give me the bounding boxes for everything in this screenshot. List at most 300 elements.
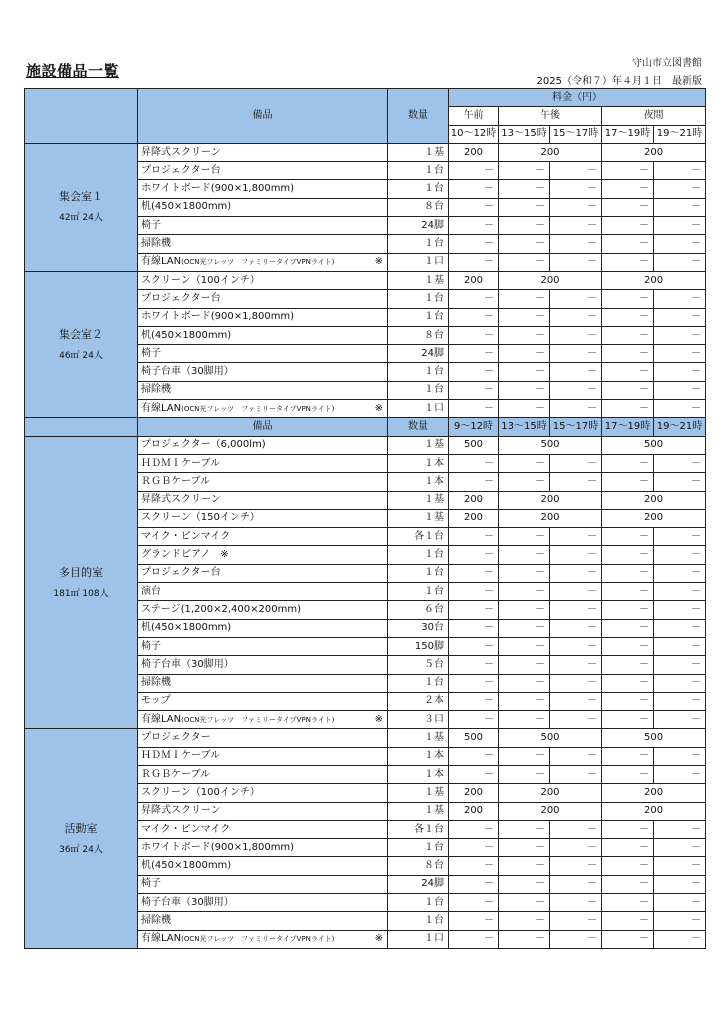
fee-cell: － [550,930,602,948]
room-cell [25,271,138,417]
fee-cell: － [654,711,706,729]
fee-cell: － [499,308,550,326]
fee-cell: － [449,857,499,875]
item-name [138,436,388,454]
fee-cell: － [654,674,706,692]
item-quantity: １台 [388,180,449,198]
item-name [138,765,388,783]
item-label: 昇降式スクリーン [141,494,221,506]
fee-cell: － [499,601,550,619]
item-name [138,381,388,399]
fee-cell: － [602,930,654,948]
room-cell [25,436,138,729]
fee-cell: － [654,180,706,198]
item-quantity: １台 [388,894,449,912]
fee-cell: － [602,345,654,363]
fee-cell: － [602,546,654,564]
fee-cell: － [499,857,550,875]
fee-cell: － [550,528,602,546]
fee-cell: － [550,454,602,472]
item-label: プロジェクター台 [141,164,221,176]
fee-cell: － [550,363,602,381]
fee-cell: － [449,180,499,198]
subheader-time-slot: 15～17時 [550,418,602,436]
item-quantity: １台 [388,912,449,930]
subheader-equipment: 備品 [138,418,388,436]
fee-cell: － [654,656,706,674]
item-quantity: １台 [388,381,449,399]
fee-cell: － [602,381,654,399]
item-label: 机(450×1800mm) [141,201,232,213]
item-name [138,217,388,235]
page-title: 施設備品一覧 [26,62,120,80]
item-label-detail: (OCN光フレッツ ファミリータイプVPNライト) [181,715,335,724]
header-time-slot: 10～12時 [449,125,499,143]
item-label: 椅子 [141,640,161,652]
fee-cell: － [550,637,602,655]
fee-cell: － [654,747,706,765]
item-label: 机(450×1800mm) [141,329,232,341]
fee-cell: － [449,308,499,326]
fee-evening: 200 [602,509,706,527]
fee-cell: － [550,162,602,180]
fee-cell: － [499,564,550,582]
item-quantity: ８台 [388,326,449,344]
fee-cell: － [654,217,706,235]
item-quantity: １基 [388,729,449,747]
item-quantity: ３口 [388,711,449,729]
subheader-blank [25,418,138,436]
item-label: 昇降式スクリーン [141,805,221,817]
item-name [138,400,388,418]
fee-cell: － [602,400,654,418]
item-quantity: １本 [388,473,449,491]
fee-cell: － [449,162,499,180]
fee-cell: － [654,839,706,857]
item-name [138,509,388,527]
fee-cell: － [499,692,550,710]
item-name [138,546,388,564]
fee-cell: － [499,345,550,363]
fee-cell: － [499,894,550,912]
fee-cell: － [550,583,602,601]
item-name [138,747,388,765]
fee-cell: － [449,930,499,948]
item-quantity: １基 [388,784,449,802]
item-name [138,253,388,271]
fee-afternoon: 500 [499,436,602,454]
fee-cell: － [449,674,499,692]
fee-cell: － [654,820,706,838]
fee-cell: － [449,747,499,765]
item-name [138,162,388,180]
fee-cell: － [449,198,499,216]
fee-cell: － [550,564,602,582]
room-name: 活動室 [64,821,98,835]
fee-cell: － [654,619,706,637]
item-label: 有線LAN [141,402,182,414]
fee-morning: 200 [449,271,499,289]
fee-cell: － [499,619,550,637]
item-label: 掃除機 [141,238,171,250]
fee-cell: － [550,345,602,363]
fee-cell: － [550,198,602,216]
note-mark: ※ [374,713,383,725]
item-name [138,674,388,692]
item-label: ＨＤＭＩケーブル [141,750,221,762]
fee-cell: － [654,875,706,893]
item-name [138,839,388,857]
fee-cell: － [499,674,550,692]
fee-cell: － [654,345,706,363]
fee-cell: － [449,528,499,546]
fee-cell: － [602,326,654,344]
fee-cell: － [499,400,550,418]
room-name: 集会室２ [59,327,103,341]
fee-cell: － [499,363,550,381]
item-quantity: １台 [388,674,449,692]
item-quantity: ２本 [388,692,449,710]
item-name [138,528,388,546]
item-label-detail: (OCN光フレッツ ファミリータイプVPNライト) [181,258,335,267]
fee-morning: 200 [449,491,499,509]
fee-cell: － [449,839,499,857]
fee-cell: － [550,619,602,637]
item-name [138,802,388,820]
note-mark: ※ [374,933,383,945]
item-quantity: １台 [388,308,449,326]
fee-cell: － [602,711,654,729]
item-quantity: １台 [388,564,449,582]
fee-morning: 200 [449,784,499,802]
item-name [138,235,388,253]
item-quantity: 各１台 [388,820,449,838]
subheader-time-slot: 19～21時 [654,418,706,436]
item-label: 椅子 [141,347,161,359]
header-quantity: 数量 [388,89,449,144]
fee-cell: － [499,198,550,216]
fee-cell: － [449,217,499,235]
item-quantity: 24脚 [388,875,449,893]
fee-cell: － [654,583,706,601]
room-cell [25,143,138,271]
item-label: スクリーン（100インチ） [141,274,260,286]
publisher-name: 守山市立図書館 [632,58,702,69]
fee-cell: － [602,162,654,180]
item-name [138,784,388,802]
item-name [138,491,388,509]
item-quantity: 24脚 [388,345,449,363]
fee-cell: － [550,381,602,399]
subheader-row [25,418,706,436]
fee-afternoon: 200 [499,784,602,802]
fee-cell: － [654,930,706,948]
fee-cell: － [499,875,550,893]
item-name [138,601,388,619]
fee-evening: 500 [602,729,706,747]
fee-cell: － [654,326,706,344]
item-name [138,180,388,198]
item-label: ＨＤＭＩケーブル [141,457,221,469]
fee-morning: 200 [449,509,499,527]
item-label: ＲＧＢケーブル [141,768,211,780]
fee-morning: 500 [449,436,499,454]
item-label: 椅子台車（30脚用） [141,366,234,378]
fee-cell: － [654,363,706,381]
item-name [138,326,388,344]
fee-cell: － [449,637,499,655]
fee-cell: － [499,235,550,253]
item-label: 椅子台車（30脚用） [141,896,234,908]
item-label: 掃除機 [141,384,171,396]
fee-cell: － [499,381,550,399]
table-row [25,729,706,747]
fee-cell: － [550,217,602,235]
room-capacity: 181㎡ 108人 [53,588,109,599]
fee-cell: － [449,235,499,253]
fee-afternoon: 200 [499,491,602,509]
fee-cell: － [602,564,654,582]
fee-cell: － [654,692,706,710]
item-label: 椅子 [141,219,161,231]
fee-cell: － [602,857,654,875]
fee-cell: － [550,912,602,930]
fee-cell: － [654,528,706,546]
fee-cell: － [449,345,499,363]
fee-cell: － [654,162,706,180]
fee-cell: － [602,363,654,381]
item-quantity: １口 [388,253,449,271]
item-quantity: １基 [388,436,449,454]
fee-cell: － [654,381,706,399]
fee-cell: － [449,711,499,729]
item-quantity: １台 [388,583,449,601]
header-time-slot: 19～21時 [654,125,706,143]
fee-cell: － [499,546,550,564]
fee-cell: － [550,857,602,875]
item-name [138,912,388,930]
item-label: 机(450×1800mm) [141,860,232,872]
item-label: 有線LAN [141,933,182,945]
table-row [25,271,706,289]
fee-cell: － [550,839,602,857]
fee-cell: － [499,747,550,765]
fee-cell: － [602,290,654,308]
fee-cell: － [602,674,654,692]
fee-cell: － [449,875,499,893]
room-name: 多目的室 [59,565,103,579]
item-quantity: １台 [388,839,449,857]
fee-cell: － [499,711,550,729]
fee-cell: － [654,546,706,564]
fee-cell: － [449,820,499,838]
fee-morning: 500 [449,729,499,747]
fee-cell: － [602,747,654,765]
item-label: 演台 [141,585,161,597]
fee-cell: － [449,601,499,619]
item-label: ホワイトボード(900×1,800mm) [141,841,295,853]
header-fee: 料金（円） [449,89,706,107]
fee-afternoon: 200 [499,271,602,289]
item-quantity: １基 [388,509,449,527]
room-cell [25,729,138,949]
header-time-slot: 15～17時 [550,125,602,143]
item-name [138,875,388,893]
item-name [138,820,388,838]
fee-cell: － [602,198,654,216]
edition-date: 2025（令和７）年４月１日 最新版 [536,76,702,87]
fee-cell: － [499,912,550,930]
fee-cell: － [449,894,499,912]
item-quantity: １基 [388,143,449,161]
fee-afternoon: 200 [499,143,602,161]
item-quantity: １台 [388,546,449,564]
fee-cell: － [602,875,654,893]
room-name: 集会室１ [59,190,103,204]
header-equipment: 備品 [138,89,388,144]
fee-cell: － [602,839,654,857]
fee-evening: 500 [602,436,706,454]
fee-cell: － [550,290,602,308]
fee-cell: － [449,912,499,930]
header-time-slot: 17～19時 [602,125,654,143]
item-label: スクリーン（100インチ） [141,786,260,798]
fee-cell: － [654,912,706,930]
item-label: プロジェクター [141,732,211,744]
item-name [138,290,388,308]
header-afternoon: 午後 [499,107,602,125]
item-quantity: １本 [388,765,449,783]
item-quantity: １口 [388,400,449,418]
item-label-detail: (OCN光フレッツ ファミリータイプVPNライト) [181,935,335,944]
fee-cell: － [499,637,550,655]
fee-cell: － [654,235,706,253]
fee-cell: － [602,619,654,637]
item-name [138,363,388,381]
item-name [138,345,388,363]
item-name [138,656,388,674]
fee-cell: － [449,363,499,381]
note-mark: ※ [374,256,383,268]
header-time-slot: 13～15時 [499,125,550,143]
item-quantity: 各１台 [388,528,449,546]
item-label: ホワイトボード(900×1,800mm) [141,183,295,195]
fee-cell: － [602,583,654,601]
item-name [138,619,388,637]
fee-afternoon: 500 [499,729,602,747]
fee-cell: － [449,473,499,491]
fee-cell: － [602,637,654,655]
fee-cell: － [602,454,654,472]
fee-cell: － [654,857,706,875]
fee-cell: － [602,912,654,930]
fee-cell: － [654,400,706,418]
fee-cell: － [602,820,654,838]
item-name [138,564,388,582]
item-label: 椅子台車（30脚用） [141,658,234,670]
subheader-time-slot: 9～12時 [449,418,499,436]
fee-cell: － [654,894,706,912]
fee-evening: 200 [602,143,706,161]
fee-evening: 200 [602,802,706,820]
item-label: 掃除機 [141,677,171,689]
fee-cell: － [449,583,499,601]
fee-cell: － [550,894,602,912]
item-label: ステージ(1,200×2,400×200mm) [141,603,301,615]
item-label: マイク・ピンマイク [141,530,231,542]
fee-cell: － [499,528,550,546]
room-capacity: 46㎡ 24人 [59,350,103,361]
fee-cell: － [602,894,654,912]
fee-cell: － [550,308,602,326]
fee-cell: － [550,656,602,674]
fee-evening: 200 [602,491,706,509]
item-label: プロジェクター台 [141,567,221,579]
item-quantity: １台 [388,162,449,180]
fee-afternoon: 200 [499,802,602,820]
item-quantity: １本 [388,454,449,472]
fee-cell: － [602,528,654,546]
header-evening: 夜間 [602,107,706,125]
table-row [25,143,706,161]
fee-cell: － [499,839,550,857]
fee-cell: － [499,180,550,198]
fee-cell: － [602,692,654,710]
header-morning: 午前 [449,107,499,125]
subheader-time-slot: 13～15時 [499,418,550,436]
fee-cell: － [602,656,654,674]
item-name [138,637,388,655]
item-quantity: 150脚 [388,637,449,655]
subheader-time-slot: 17～19時 [602,418,654,436]
item-quantity: １本 [388,747,449,765]
item-name [138,143,388,161]
item-label: スクリーン（150インチ） [141,512,260,524]
item-label: ホワイトボード(900×1,800mm) [141,311,295,323]
room-capacity: 36㎡ 24人 [59,844,103,855]
fee-cell: － [449,546,499,564]
fee-cell: － [654,601,706,619]
fee-cell: － [602,180,654,198]
fee-cell: － [550,765,602,783]
fee-cell: － [449,619,499,637]
item-quantity: 30台 [388,619,449,637]
fee-cell: － [654,765,706,783]
item-quantity: １台 [388,235,449,253]
fee-cell: － [449,765,499,783]
item-name [138,692,388,710]
fee-cell: － [654,564,706,582]
header-row [25,89,706,107]
fee-cell: － [602,253,654,271]
fee-cell: － [550,253,602,271]
note-mark: ※ [374,402,383,414]
item-name [138,583,388,601]
item-label: モップ [141,695,171,707]
fee-cell: － [499,473,550,491]
fee-evening: 200 [602,271,706,289]
fee-cell: － [449,290,499,308]
item-quantity: １基 [388,491,449,509]
fee-cell: － [499,217,550,235]
fee-cell: － [499,930,550,948]
fee-cell: － [449,692,499,710]
fee-cell: － [550,674,602,692]
fee-cell: － [499,454,550,472]
fee-cell: － [550,400,602,418]
fee-cell: － [499,820,550,838]
fee-cell: － [550,711,602,729]
